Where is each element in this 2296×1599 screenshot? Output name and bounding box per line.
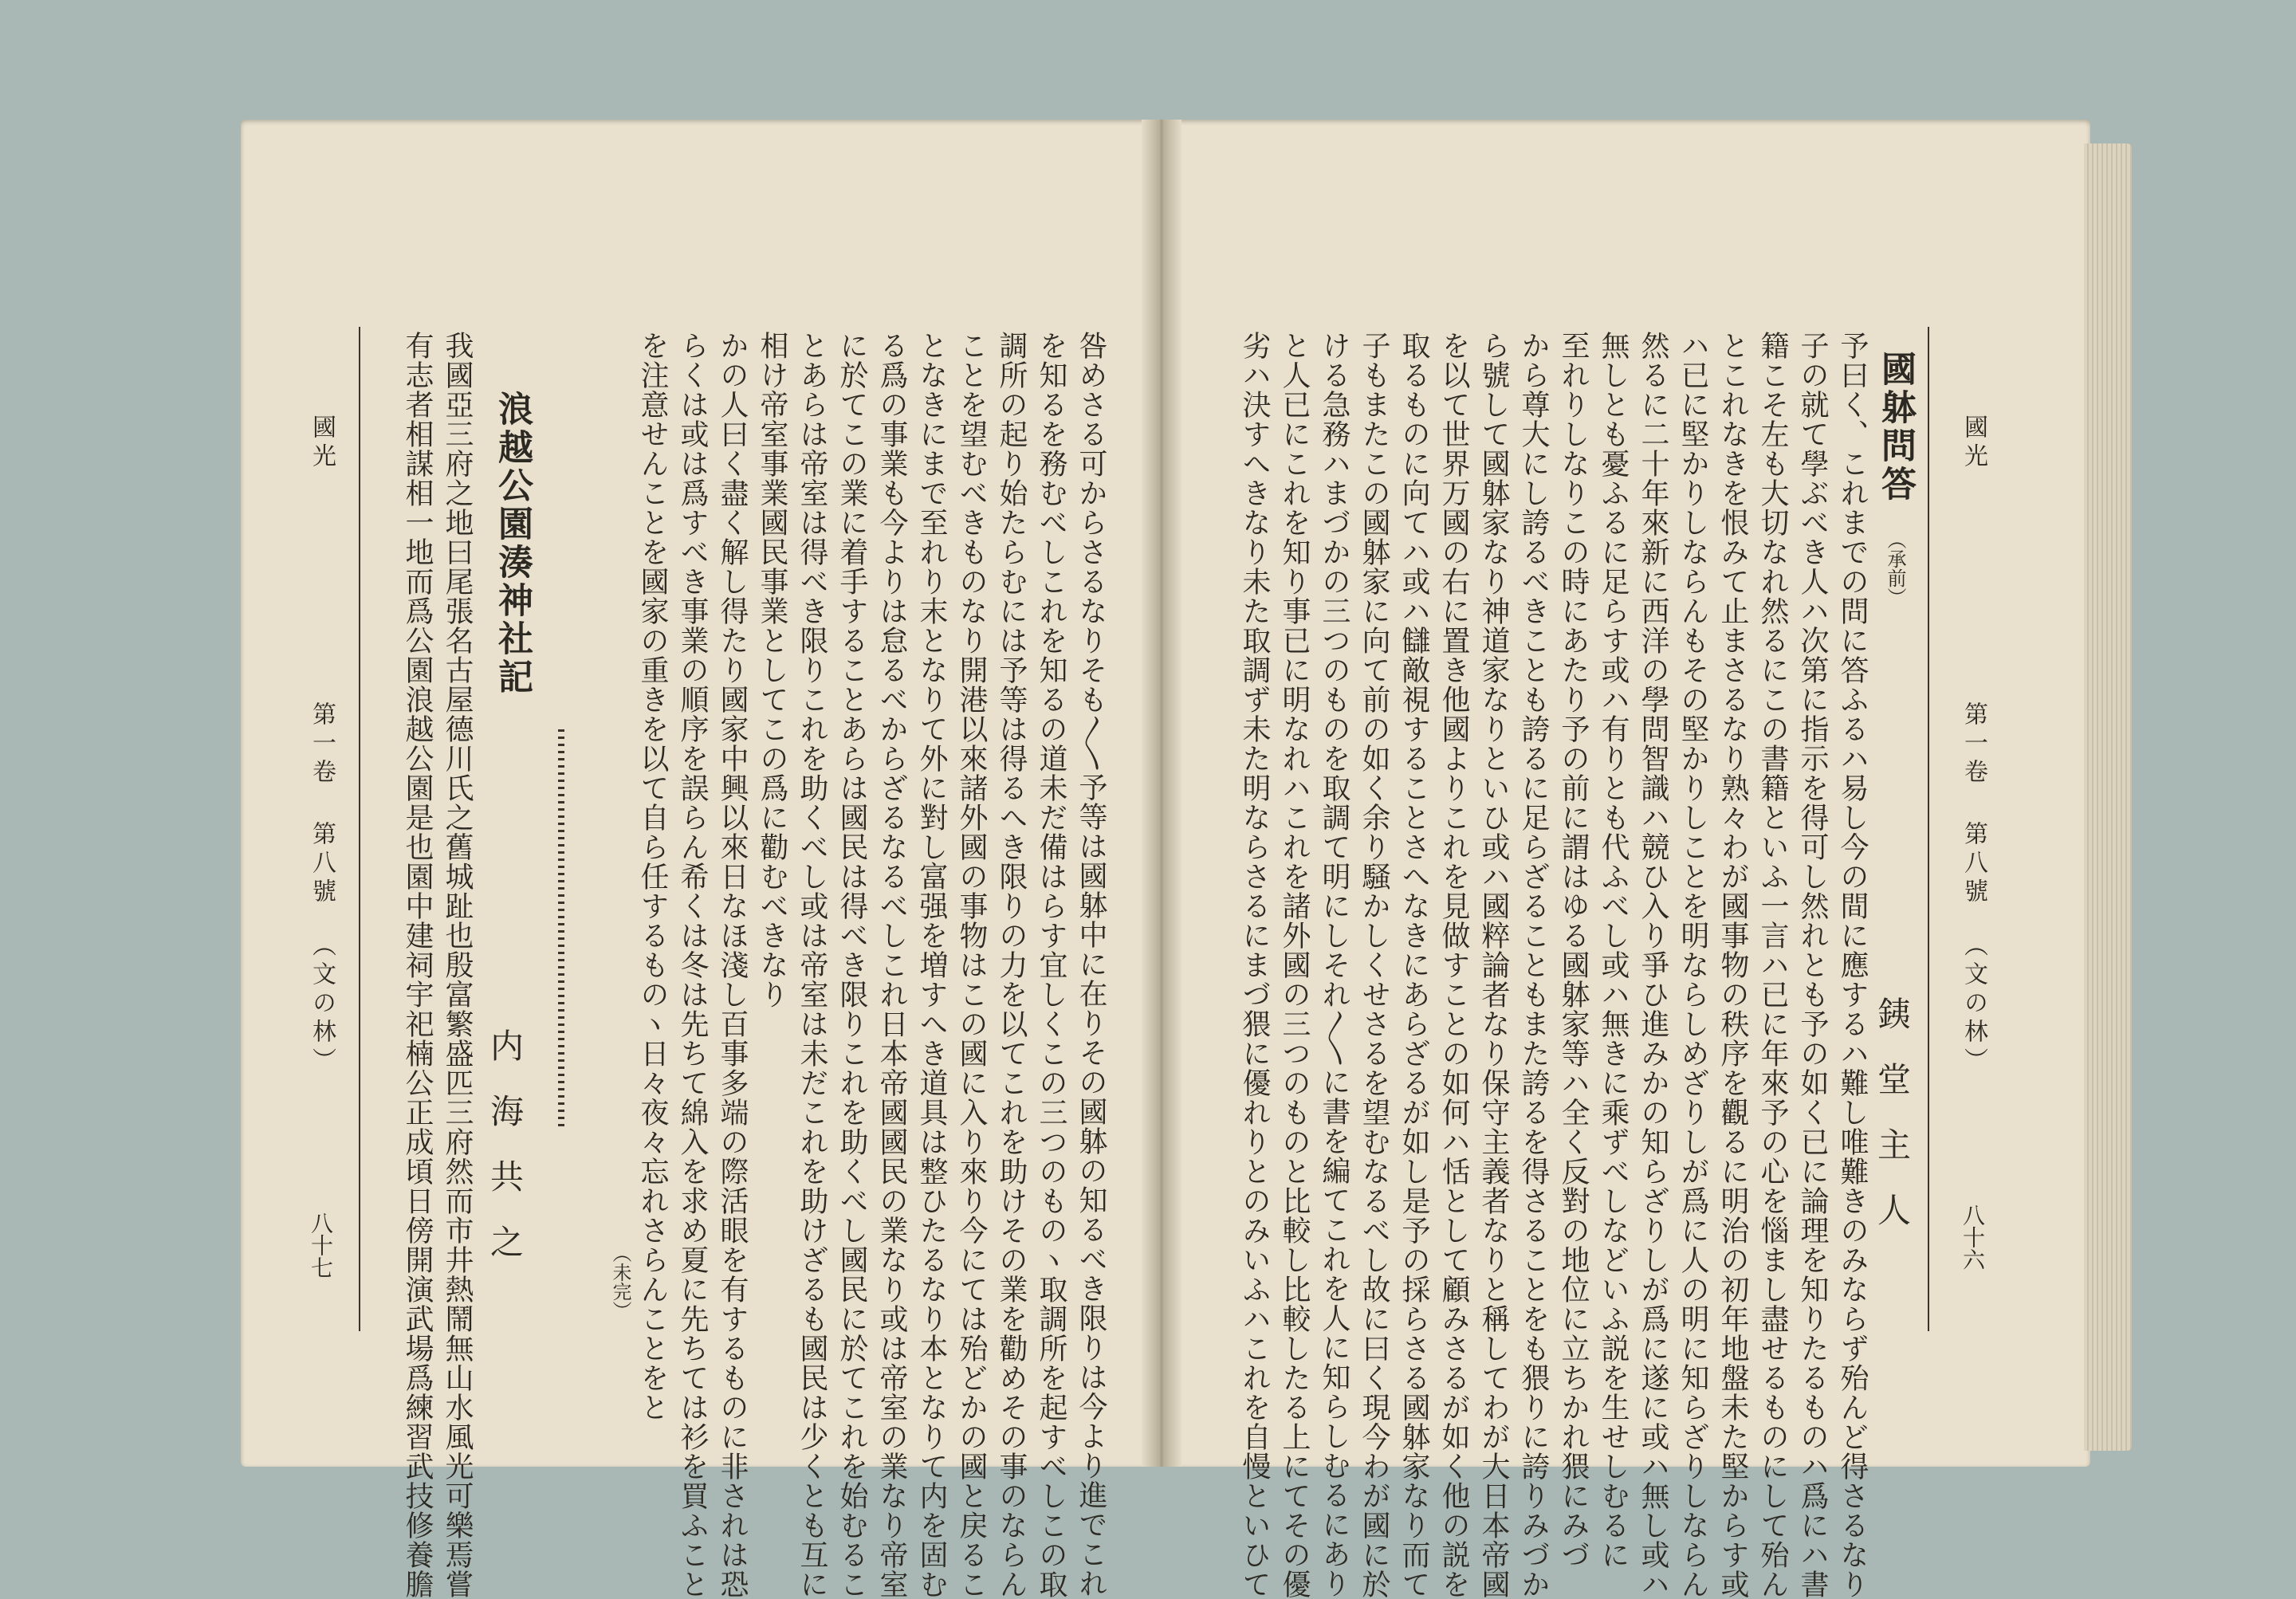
- left-column-9: 相け帝室事業國民事業としてこの爲に勸むべきなり: [756, 331, 788, 1009]
- left-column-6: る爲の事業も今よりは怠るべからざるなるべしこれ日本帝國國民の業なり或は帝室の業なり帝室: [875, 331, 908, 1599]
- left-article2-column-1: 我國亞三府之地曰尾張名古屋德川氏之舊城趾也殷富繁盛匹三府然而市井熱鬧無山水風光可樂焉嘗: [441, 331, 474, 1599]
- left-column-11: らくは或は爲すべき事業の順序を誤らん希くは冬は先ちて綿入を求め夏に先ちては衫を買ふこと: [676, 331, 709, 1599]
- right-column-15: と人已にこれを知り事已に明なれハこれを諸外國の三つのものと比較し比較したる上にてその優: [1278, 331, 1311, 1599]
- right-column-5: ハ已に堅かりしならんもその堅かりしことを明ならしめざりしが爲に人の明に知らざりしならん: [1677, 331, 1709, 1599]
- right-column-7: 無しとも憂ふるに足らす或ハ有りとも代ふべし或ハ無きに乘ずべしなどいふ説を生せしむるに: [1597, 331, 1630, 1570]
- right-column-8: 至れりしなりこの時にあたり予の前に謂はゆる國躰家等ハ全く反對の地位に立ちかれ猥にみづ: [1557, 331, 1590, 1570]
- right-article-title: 國躰問答: [1875, 351, 1916, 504]
- right-header-rule: [1928, 327, 1929, 1331]
- section-divider-ornament: [558, 729, 564, 1128]
- left-article2-column-2: 有志者相謀相一地而爲公園浪越公園是也園中建祠宇祀楠公正成頃日傍開演武場爲練習武技修養膽: [401, 331, 434, 1599]
- left-header-rule: [359, 327, 360, 1331]
- left-column-7: に於てこの業に着手することあらは國民は得べき限りこれを助くべし國民に於てこれを始むるこ: [835, 331, 868, 1599]
- right-column-2: 子の就て學ぶべき人ハ次第に指示を得可し然れとも予の如く已に論理を知りたるものハ爲にハ書: [1796, 331, 1829, 1599]
- right-column-1: 予曰く、これまでの問に答ふるハ易し今の間に應するハ難し唯難きのみならず殆んど得さるなり: [1836, 331, 1869, 1599]
- left-column-4: ことを望むべきものなり開港以來諸外國の事物はこの國に入り來り今にては殆どかの國と戻るこ: [955, 331, 988, 1599]
- right-column-10: ら號して國躰家なり神道家なりといひ或ハ國粹論者なり保守主義者なりと稱してわが大日本帝國: [1477, 331, 1510, 1599]
- book-gutter: [1142, 120, 1181, 1467]
- left-header-volume: 第一卷: [308, 701, 336, 788]
- right-header-section: （文の林）: [1960, 933, 1987, 1076]
- left-page-number: 八十七: [308, 1212, 334, 1279]
- left-article2-author: 内海共之: [486, 1028, 525, 1290]
- left-header-issue: 第八號: [308, 821, 336, 907]
- left-column-1: 咎めさる可からさるなりそも〳〵予等は國躰中に在りその國躰の知るべき限りは今より進でこれ: [1075, 331, 1107, 1598]
- right-column-13: 子もまたこの國躰家に向て前の如く余り騒かしくせさるを望むなるべし故に曰く現今わが國に於: [1358, 331, 1390, 1599]
- right-column-3: 籍こそ左も大切なれ然るにこの書籍といふ一言ハ已に年來予の心を惱まし盡せるものにして殆ん: [1756, 331, 1789, 1599]
- right-page-number: 八十六: [1960, 1204, 1986, 1271]
- right-column-11: を以て世界万國の右に置き他國よりこれを見做すことの如何ハ恬として顧みさるが如く他の説を: [1437, 331, 1470, 1599]
- right-column-12: 取るものに向てハ或ハ讎敵視することさへなきにあらざるが如し是予の採らさる國躰家なり而て: [1398, 331, 1430, 1599]
- right-column-9: から尊大にし誇るべきことも誇るに足らざることもまた誇るを得さることをも猥りに誇りみづか: [1517, 331, 1550, 1599]
- right-header-volume: 第一卷: [1960, 701, 1987, 788]
- right-column-4: とこれなきを恨みて止まさるなり熟々わが國事物の秩序を觀るに明治の初年地盤未た堅からす或: [1716, 331, 1749, 1599]
- page-edges: [2084, 143, 2132, 1451]
- left-column-10: かの人曰く盡く解し得たり國家中興以來日なほ淺し百事多端の際活眼を有するものに非されは恐: [716, 331, 749, 1599]
- right-article-author: 銕堂主人: [1873, 996, 1912, 1258]
- left-article2-title: 浪越公園湊神社記: [492, 391, 533, 697]
- left-column-5: となきにまで至れり末となりて外に對し富强を増すへき道具は整ひたるなり本となりて内を固む: [915, 331, 948, 1599]
- left-header-magazine: 國光: [308, 414, 336, 472]
- right-column-6: 然るに二十年來新に西洋の學問智識ハ競ひ入り爭ひ進みかの知らざりしが爲に遂に或ハ無し或ハ: [1637, 331, 1669, 1599]
- right-column-16: 劣ハ決すへきなり未た取調ず未た明ならさるにまづ猥に優れりとのみいふハこれを自慢といひて: [1238, 331, 1271, 1599]
- left-column-12: を注意せんことを國家の重きを以て自ら任するものヽ日々夜々忘れさらんことをと: [636, 331, 669, 1422]
- left-column-3: 調所の起り始たらむには予等は得るへき限りの力を以てこれを助けその業を勸めその事のならん: [995, 331, 1028, 1599]
- left-column-2: を知るを務むべしこれを知るの道未だ備はらす宜しくこの三つのものヽ取調所を起すべしこの取: [1035, 331, 1067, 1599]
- right-article-note: （承前）: [1884, 530, 1906, 607]
- right-header-magazine: 國光: [1960, 414, 1987, 472]
- right-column-14: ける急務ハまづかの三つのものを取調て明にしそれ〳〵に書を編てこれを人に知らしむるにあり: [1318, 331, 1350, 1598]
- left-column-8: とあらは帝室は得べき限りこれを助くべし或は帝室は未だこれを助けざるも國民は少くとも互に: [796, 331, 828, 1599]
- left-continued-mark: （未完）: [609, 1243, 631, 1320]
- right-header-issue: 第八號: [1960, 821, 1987, 907]
- left-header-section: （文の林）: [308, 933, 336, 1076]
